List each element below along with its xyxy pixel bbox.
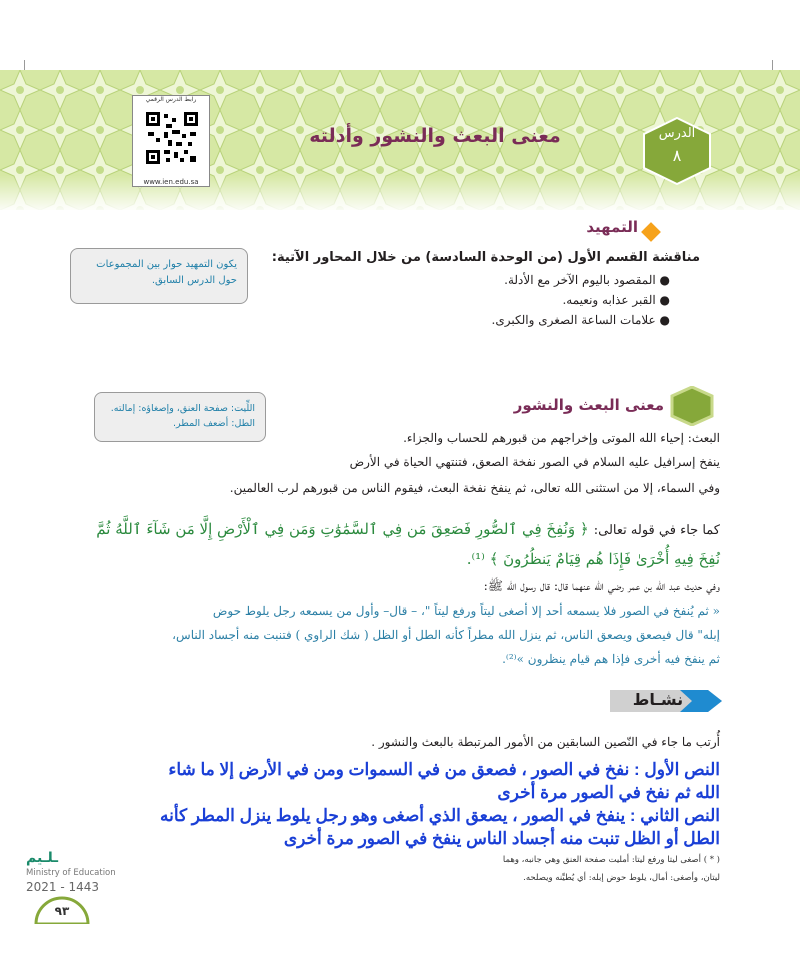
qr-url[interactable]: www.ien.edu.sa — [143, 178, 199, 186]
activity-heading: نشـاط — [632, 690, 684, 709]
answer-line[interactable]: الله ثم نفخ في الصور مرة أخرى — [497, 783, 720, 802]
intro-heading: التمهيد — [586, 218, 638, 236]
intro-note: يكون التمهيد حوار بين المجموعات حول الدرس السابق. — [70, 248, 248, 304]
meaning-line: وفي السماء، إلا من استثنى الله تعالى، ثم ينفخ نفخة البعث، فيقوم الناس من قبورهم لرب العالمين. — [229, 481, 720, 495]
page-title: معنى البعث والنشور وأدلته — [309, 125, 561, 147]
verse-text: ﴿ وَنُفِخَ فِي ٱلصُّورِ فَصَعِقَ مَن فِي ٱلسَّمَٰوَٰتِ وَمَن فِي ٱلْأَرْضِ إِلَّا مَن شَآءَ ٱللَّهُ ثُمَّ — [96, 520, 589, 538]
qr-code[interactable] — [132, 95, 210, 187]
lesson-label: الدرس — [658, 126, 696, 141]
verse-block — [70, 516, 720, 542]
note-line: الطل: أضعف المطر. — [173, 418, 255, 429]
hadith-line: إبله" قال فيصعق ويصعق الناس، ثم ينزل الله مطراً كأنه الطل أو الظل ( شك الراوي ) فتنبت منه أجساد الناس، — [172, 628, 720, 642]
qr-code-icon — [144, 110, 200, 166]
meaning-note — [94, 392, 266, 442]
bullet-item: ● علامات الساعة الصغرى والكبرى. — [491, 313, 670, 327]
footnote-line: ليتان، وأصغى: أمال، يلوط حوض إبله: أي يُطيِّنه ويصلحه. — [523, 873, 720, 883]
answer-line[interactable]: النص الأول : نفخ في الصور ، فصعق من في السموات ومن في الأرض إلا ما شاء — [168, 760, 720, 779]
intro-lead: مناقشة القسم الأول (من الوحدة السادسة) من خلال المحاور الآتية: — [271, 250, 700, 265]
hadith-intro: وفي حديث عبد الله بن عمر رضي الله عنهما قال: قال رسول الله ﷺ: — [483, 578, 720, 593]
meaning-line: ينفخ إسرافيل عليه السلام في الصور نفخة الصعق، فتنتهي الحياة في الأرض — [349, 455, 720, 469]
activity-instruction: أُرتب ما جاء في النّصين السابقين من الأمور المرتبطة بالبعث والنشور . — [371, 735, 720, 749]
page-number: ٩٣ — [54, 904, 70, 918]
year-label: 2021 - 1443 — [26, 880, 100, 894]
note-line: اللِّيت: صفحة العنق، وإصغاؤه: إمالته. — [110, 403, 255, 414]
answer-line[interactable]: الطل أو الظل تنبت منه أجساد الناس ينفخ في الصور مرة أخرى — [283, 829, 720, 848]
hadith-line: « ثم يُنفخ في الصور فلا يسمعه أحد إلا أصغى ليتاً ورفع ليتاً "، – قال– وأول من يسمعه رجل يلوط حوض — [212, 604, 720, 618]
meaning-line: البعث: إحياء الله الموتى وإخراجهم من قبورهم للحساب والجزاء. — [403, 431, 720, 445]
ministry-logo: ـلـيم — [26, 850, 58, 866]
ministry-name: Ministry of Education — [26, 868, 116, 878]
diamond-icon — [641, 222, 661, 242]
hexagon-icon — [668, 386, 716, 426]
meaning-heading: معنى البعث والنشور — [513, 396, 664, 414]
verse-intro: كما جاء في قوله تعالى: — [593, 523, 720, 538]
lesson-number: ٨ — [672, 146, 682, 165]
footnote-line: ( * ) أصغى ليتا ورفع ليتا: أمليت صفحة العنق وهي جانبه، وهما — [502, 855, 720, 865]
bullet-item: ● المقصود باليوم الآخر مع الأدلة. — [504, 273, 670, 287]
verse-text: نُفِخَ فِيهِ أُخْرَىٰ فَإِذَا هُم قِيَامٌ يَنظُرُونَ ﴾ ⁽¹⁾. — [466, 550, 720, 568]
answer-line[interactable]: النص الثاني : ينفخ في الصور ، يصعق الذي أصغى وهو رجل يلوط ينزل المطر كأنه — [159, 806, 720, 825]
qr-caption: رابط الدرس الرقمي — [145, 96, 197, 103]
hadith-line: ثم ينفخ فيه أخرى فإذا هم قيام ينظرون »⁽²⁾. — [502, 652, 720, 666]
bullet-item: ● القبر عذابه ونعيمه. — [562, 293, 670, 307]
intro-bullets — [380, 270, 670, 330]
